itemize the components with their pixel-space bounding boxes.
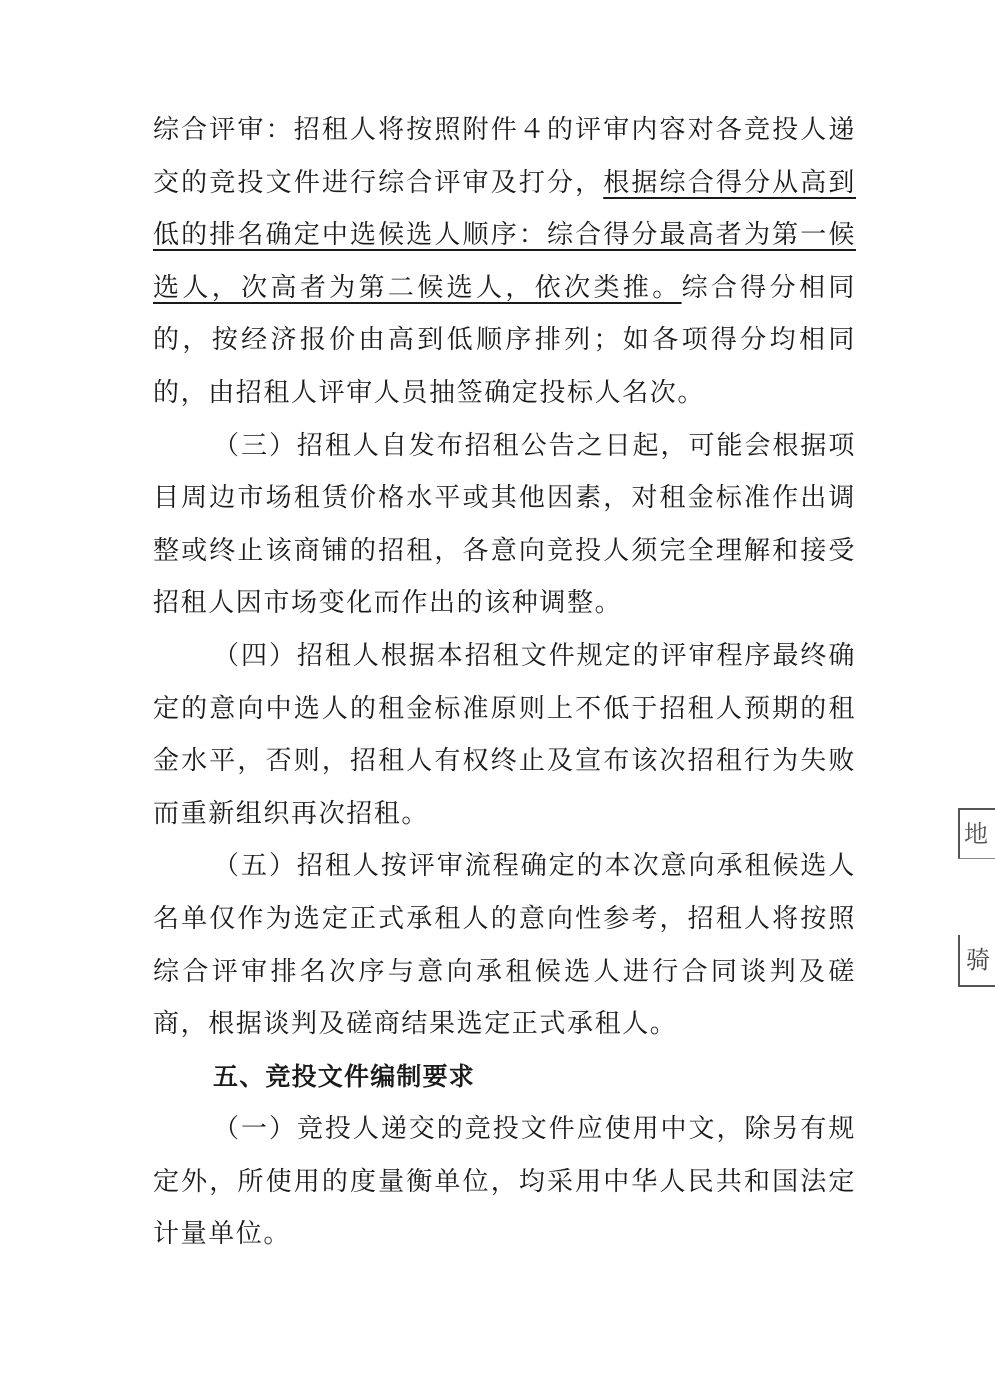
seal-stamp-fragment-top bbox=[958, 808, 995, 859]
paragraph-text: 综合得分相同的，按经济报价由高到低顺序排列；如各项得分均相同的，由招租人评审人员抽签确定投标人名次。 bbox=[153, 272, 856, 408]
seal-text: 地 bbox=[964, 820, 988, 848]
paragraph-text: 综合评审：招租人将按照附件４的评审内容对各竞投人递交的竞投文件进行综合评审及打分， bbox=[153, 115, 856, 198]
paragraph-clause-4: （四）招租人根据本招租文件规定的评审程序最终确定的意向中选人的租金标准原则上不低于招租人预期的租金水平，否则，招租人有权终止及宣布该次招租行为失败而重新组织再次招租。 bbox=[153, 640, 856, 829]
paragraph-clause-3: （三）招租人自发布招租公告之日起，可能会根据项目周边市场租赁价格水平或其他因素，对租金标准作出调整或终止该商铺的招租，各意向竞投人须完全理解和接受招租人因市场变化而作出的该种调整。 bbox=[153, 430, 856, 619]
section-heading-5: 五、竞投文件编制要求 bbox=[213, 1061, 476, 1091]
seal-stamp-fragment-bottom bbox=[958, 935, 995, 987]
underlined-text: 根据综合得分从高到低的排名确定中选候选人顺序：综合得分最高者为第一候选人，次高者为第二候选人，依次类推。 bbox=[153, 167, 856, 303]
paragraph-comprehensive-review bbox=[153, 104, 856, 420]
seal-text: 骑 bbox=[966, 946, 990, 974]
paragraph-clause-5: （五）招租人按评审流程确定的本次意向承租候选人名单仅作为选定正式承租人的意向性参考，招租人将按照综合评审排名次序与意向承租候选人进行合同谈判及磋商，根据谈判及磋商结果选定正式承租人。 bbox=[153, 851, 856, 1040]
document-body bbox=[153, 104, 856, 1261]
paragraph-section-5-clause-1: （一）竞投人递交的竞投文件应使用中文，除另有规定外，所使用的度量衡单位，均采用中华人民共和国法定计量单位。 bbox=[153, 1114, 856, 1250]
